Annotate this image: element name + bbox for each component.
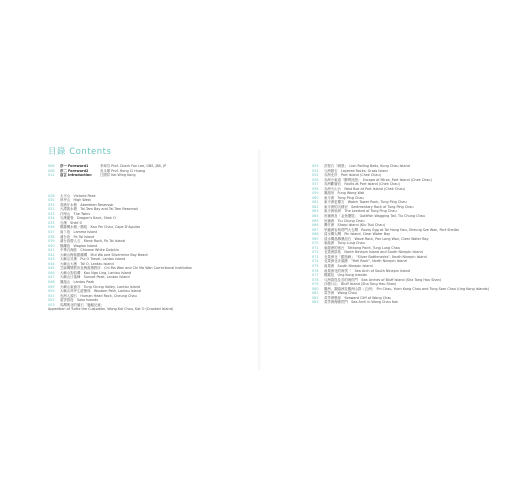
page-number: 072 (312, 250, 319, 255)
page-number: 035 (48, 220, 55, 225)
entry-title: 大嶼山梅窩銀礦灣 Mui Wo and Silvermine Bay Beach (60, 252, 149, 257)
page-number: 056 (312, 177, 319, 182)
entry-title: 吊鐘洲 Tiu Chung Chau (324, 218, 365, 223)
entry-title: 東龍洲的炮台 Tathong Point, Tung Lung Chau (324, 245, 401, 250)
entry-title: 大嶼山東涌谷 Tung Chung Valley, Lantau Island (60, 284, 140, 289)
page-number: 061 (312, 200, 319, 205)
page-number: 079 (312, 282, 319, 287)
entry-title: 南果洲北的海拱「 Sea Arch of South Ninepin Island (324, 268, 411, 273)
entry-title: 甲鐵洲岩與塔門大石灣 Rocky Egg at Tai Hang Hau, Sheung Sze Wan, Port Shelter (324, 227, 460, 232)
page-number: 046 (48, 270, 55, 275)
entry-title: 東平洲更樓石 Watch Tower Rock, Tung Ping Chau (324, 200, 407, 205)
entry-title: 弓洲熱石 Layered Rocks, Grass Island (324, 168, 389, 173)
page-number: 060 (312, 195, 319, 200)
toc-entry[interactable] (312, 300, 512, 305)
page-number: 028 (48, 193, 55, 198)
page-number: 078 (312, 277, 319, 282)
book-gutter (258, 150, 262, 370)
entry-title: 大潭篤水塘 Tai Tam Bay and Tai Tam Reservoir (60, 207, 139, 212)
entry-author: 江國祥 Kai Wing Kong (100, 173, 136, 178)
page-number: 006 (48, 164, 55, 168)
page-number: 062 (312, 204, 319, 209)
entry-title: 馬灣奧北的龜石「龜龜兒童」 (60, 302, 105, 307)
page-number: 044 (48, 261, 55, 266)
page-number: 064 (312, 214, 319, 219)
entry-title: 大嶼山日落峰 Sunset Peak, Lantau Island (60, 275, 130, 280)
page-number: 059 (312, 191, 319, 196)
entry-title: 索罟群島 Soko Islands (60, 298, 99, 303)
entry-label: 序一 Foreword1 (60, 164, 89, 168)
page-number: 052 (48, 298, 55, 303)
page-number: 076 (312, 268, 319, 273)
page-number: 012 (48, 173, 55, 178)
entry-title: 東平洲斜洲 The Leeland of Tung Ping Chau (324, 209, 397, 214)
entry-title: 南丫島 Lamma Island (60, 230, 98, 235)
entry-title: 雞籠灣水塘／鶴咀 Kau Pei Chau, Cape D'Aguilar (60, 225, 141, 230)
page-number: 031 (48, 202, 55, 207)
front-matter (48, 164, 258, 178)
page-title: 目錄 Contents (48, 147, 112, 157)
page-number: 033 (48, 211, 55, 216)
entry-title: 籮洲、圓頭洲及籮洲山群（五洲） Pin Chau, Yuen Kong Chau and Tung Sam Chau (Ung Kong Islands) (324, 286, 489, 291)
page-number: 053 (312, 164, 319, 168)
page-number: 034 (48, 216, 55, 221)
page-number: 050 (48, 289, 55, 294)
entry-title: 弓洲群島及各的海拱門 Sea Arches of Bluff Island (Sha Tong Hau Shan) (324, 277, 442, 282)
page-number: 048 (48, 280, 55, 285)
entry-title: 東平洲的沉積岩 Sedimentary Rock of Tung Ping Chau (324, 204, 414, 209)
page-number: 081 (312, 291, 319, 296)
entry-title: 鳳凰形 Fung Wong Wat (324, 191, 365, 196)
page-number: 069 (312, 236, 319, 241)
entry-author: 吳永順 Prof. Hong Ci Huang (100, 168, 146, 173)
entry-title: 北果洲北「銀瓶峰」 "Silver Bottlenecks", North Ninepin Island (324, 254, 427, 259)
entry-title: 大嶼山昂坪心經簡林 Wisdom Path, Lantau Island (60, 289, 141, 294)
entry-title: 大嶼山貝澳 Pui O Travel, Lantau Island (60, 257, 126, 262)
entry-title: 南果洲 South Ninepin Island (324, 264, 373, 269)
page-number: 071 (312, 245, 319, 250)
page-number: 038 (48, 234, 55, 239)
page-number: 073 (312, 254, 319, 259)
entry-title: 石澳龍脊 Dragon's Back, Shek O (60, 216, 116, 221)
page-number: 051 (48, 293, 55, 298)
page-number: 053 (48, 302, 55, 307)
entry-title: 橫瀾島 Waglan Island (60, 243, 98, 248)
contents-column-left (48, 164, 258, 322)
entry-title: 昂坪山 High West (60, 198, 91, 203)
page-number: 066 (312, 223, 319, 228)
entry-title: 黃茅洲海蝕拱門 Sea Arch in Wong Chau Kok (324, 300, 398, 305)
page-number: 049 (48, 284, 55, 289)
entry-title: 孖崗山 The Twins (60, 211, 91, 216)
entry-title: 吊鐘洲及「金魚擺尾」 Goldfish Wagging Tail, Tiu Chung Chau (324, 214, 425, 219)
page-number: 043 (48, 257, 55, 262)
entry-title: 蒲台島 Po Toi Island (60, 234, 95, 239)
page-number: 047 (48, 275, 55, 280)
page-number: 065 (312, 218, 319, 223)
page-number: 080 (312, 286, 319, 291)
entry-title: 灣仔洲 Sharp Island (Kiu Tsui Chau) (324, 223, 385, 228)
entry-title: 大嶼山大澳 Tai O, Lantau Island (60, 261, 114, 266)
page-number: 070 (312, 241, 319, 246)
page-number: 037 (48, 230, 55, 235)
entry-title: 蒲台島僧人石 Monk Rock, Po Toi Island (60, 239, 125, 244)
page-number: 039 (48, 239, 55, 244)
page-number: 074 (312, 259, 319, 264)
entry-title: Apparition of Turtle the Custodian, Wong Kai Chau, Kat O (Crooked Island) (48, 307, 174, 312)
entry-title: 清水灣大灣 Pin Island, Clear Water Bay (324, 232, 391, 237)
entry-title: 沙塘口山 Bluff Island (Sha Tong Hau Shan) (324, 282, 397, 287)
entry-title: 中華白海豚 Chinese White Dolphin (60, 248, 119, 253)
entry-title: 北果洲群島 North Ninepin Island and South Ninepin Island (324, 250, 423, 255)
page-number: 083 (312, 300, 319, 305)
entry-title: 東平洲 Tung Ping Chau (324, 195, 364, 200)
entry-title: 長洲人頭石 Human Head Rock, Cheung Chau (60, 293, 137, 298)
toc-entry-continuation[interactable] (48, 307, 258, 312)
page-number: 008 (48, 168, 55, 173)
page-number: 045 (48, 266, 55, 271)
page-number: 042 (48, 252, 55, 257)
entry-title: 石澳 Shek O (60, 220, 83, 225)
entry-title: 東龍洲 Tung Lung Chau (324, 241, 365, 246)
page-number: 041 (48, 248, 55, 253)
entry-title: 赤洲北岸 Port Island (Chek Chau) (324, 173, 381, 178)
entry-title: 芝麻灣懲教所及梅窩懲教所 Chi Ma Wan and Chi Ma Wan Correctional Institution (60, 266, 193, 271)
entry-title: 赤洲斷層岩 Faults at Port Island (Chek Chau) (324, 182, 400, 187)
page-number: 057 (312, 182, 319, 187)
page-number: 067 (312, 227, 319, 232)
page-number: 082 (312, 295, 319, 300)
page-number: 040 (48, 243, 55, 248)
entry-title: 大嶼山狗虱灣 Kau Ngo Ling, Lantau Island (60, 270, 132, 275)
page-number: 063 (312, 209, 319, 214)
entry-author: 李焯芬 Prof. Chack Fan Lee, GBS, JBS, JP (100, 164, 167, 168)
entry-title: 黃茅洲 Wong Chau (324, 291, 357, 296)
page-number: 054 (312, 168, 319, 173)
contents-column-right (312, 164, 512, 305)
toc-entry[interactable] (48, 173, 258, 178)
entry-title: 赤洲火山台 Nest Box at Port Island (Chek Chau) (324, 186, 406, 191)
entry-title: 清水灣晶樽澳浪石 Wave Rock, Pan Long Wan, Clear Water Bay (324, 236, 429, 241)
page-number: 030 (48, 198, 55, 203)
page-number: 058 (312, 186, 319, 191)
entry-title: 香港仔水塘 Aberdeen Reservoir (60, 202, 114, 207)
entry-title: 雞籠島 Ung Kong Islands (324, 273, 367, 278)
page-number: 055 (312, 173, 319, 178)
entry-title: 太平山 Victoria Peak (60, 193, 96, 198)
entry-title: 北果洲北赤頭礁 "Hell Rock", North Ninepin Island (324, 259, 407, 264)
entry-title: 鳳凰山 Lantau Peak (60, 280, 95, 285)
entry-title: 赤洲小東道「斷臂西遊」 Escape of Mirza, Port Island (Chek Chau) (324, 177, 432, 182)
left-entries (48, 194, 258, 312)
entry-title: 洪聖石「碉堡」 Lion Rolling Balls, Kung Chau Island (324, 164, 410, 168)
entry-title: 黃茅洲懸崖 Seaward Cliff of Wong Chau (324, 295, 392, 300)
page-number: 068 (312, 232, 319, 237)
page-number: 032 (48, 207, 55, 212)
entry-label: 前言 Introduction (60, 173, 92, 178)
page-number: 036 (48, 225, 55, 230)
page-number: 075 (312, 264, 319, 269)
page-number: 077 (312, 273, 319, 278)
entry-label: 序二 Foreword2 (60, 168, 89, 173)
